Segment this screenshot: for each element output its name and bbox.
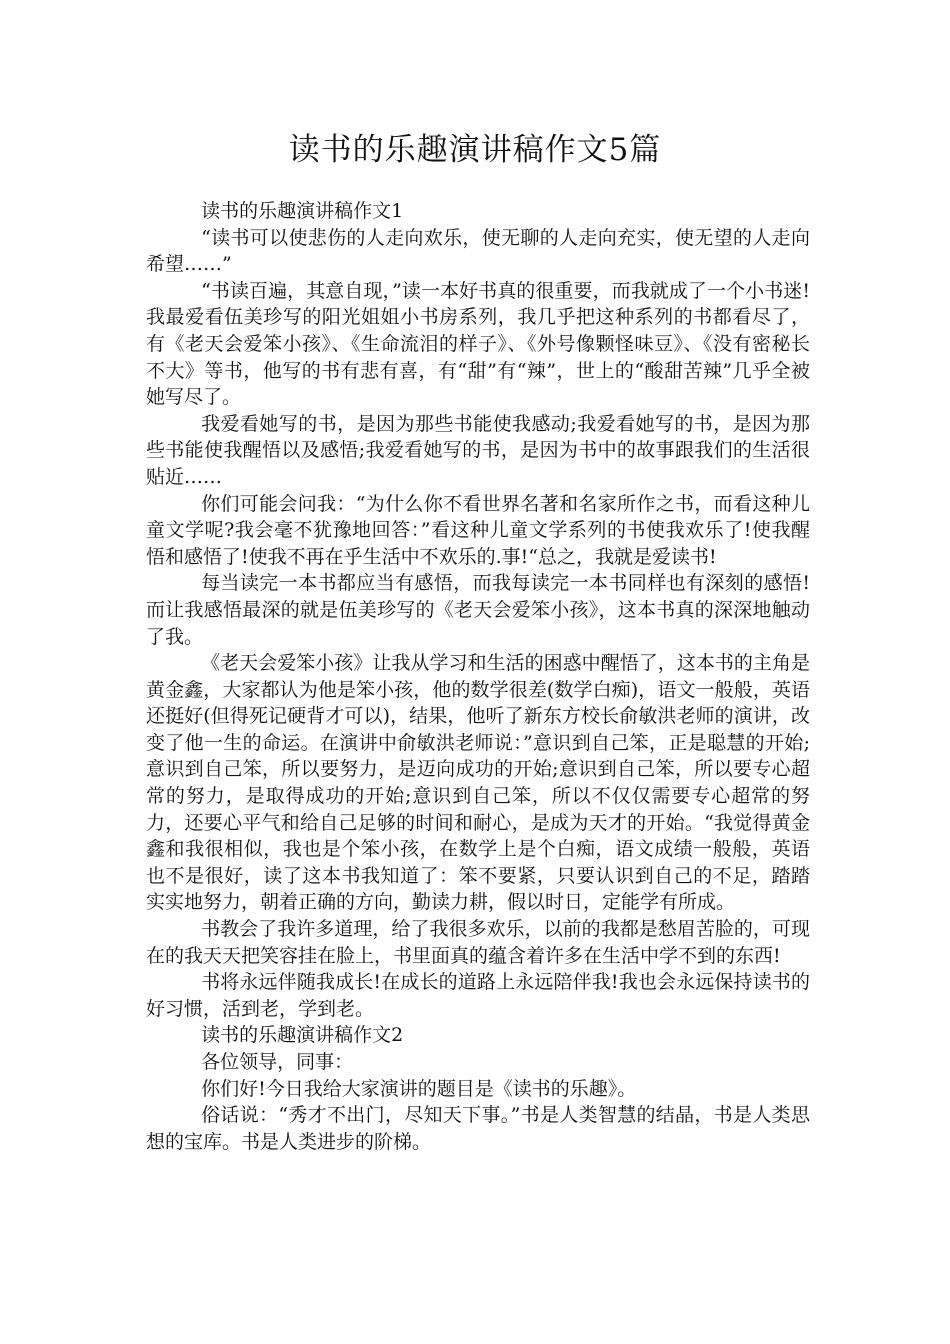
paragraph: 各位领导，同事：	[201, 1051, 354, 1073]
paragraph: 俗话说：“秀才不出门，尽知天下事。”书是人类智慧的结晶，书是人类思想的宝库。书是人类进步的阶梯。	[146, 1104, 810, 1153]
paragraph: 每当读完一本书都应当有感悟，而我每读完一本书同样也有深刻的感悟!而让我感悟最深的就是伍美珍写的《老天会爱笨小孩》，这本书真的深深地触动了我。	[146, 572, 810, 648]
paragraph: 书教会了我许多道理，给了我很多欢乐，以前的我都是愁眉苦脸的，可现在的我天天把笑容挂在脸上，书里面真的蕴含着许多在生活中学不到的东西!	[146, 918, 810, 967]
paragraph: 你们可能会问我：“为什么你不看世界名著和名家所作之书，而看这种儿童文学呢?我会毫不犹豫地回答：”看这种儿童文学系列的书使我欢乐了!使我醒悟和感悟了!使我不再在乎生活中不欢乐的.事!“总之，我就是爱读书!	[146, 492, 810, 568]
paragraph: 我爱看她写的书，是因为那些书能使我感动;我爱看她写的书，是因为那些书能使我醒悟以及感悟;我爱看她写的书，是因为书中的故事跟我们的生活很贴近……	[146, 412, 810, 488]
section-heading-2: 读书的乐趣演讲稿作文2	[201, 1024, 404, 1047]
section-heading-1: 读书的乐趣演讲稿作文1	[201, 200, 404, 222]
paragraph: “书读百遍，其意自现，”读一本好书真的很重要，而我就成了一个小书迷!我最爱看伍美珍写的阳光姐姐小书房系列，我几乎把这种系列的书都看尽了，有《老天会爱笨小孩》、《生命流泪的样子》、《外号像颗怪味豆》、《没有密秘长不大》等书，他写的书有悲有喜，有“甜”有“辣”，世上的“酸甜苦辣”几乎全被她写尽了。	[146, 279, 810, 409]
paragraph: “读书可以使悲伤的人走向欢乐，使无聊的人走向充实，使无望的人走向希望……”	[146, 226, 810, 276]
document-body	[146, 198, 810, 1155]
paragraph: 你们好!今日我给大家演讲的题目是《读书的乐趣》。	[201, 1077, 637, 1100]
paragraph: 《老天会爱笨小孩》让我从学习和生活的困惑中醒悟了，这本书的主角是黄金鑫，大家都认为他是笨小孩，他的数学很差(数学白痴)，语文一般般，英语还挺好(但得死记硬背才可以)，结果，他听了新东方校长俞敏洪老师的演讲，改变了他一生的命运。在演讲中俞敏洪老师说：”意识到自己笨，正是聪慧的开始;意识到自己笨，所以要努力，是迈向成功的开始;意识到自己笨，所以要专心超常的努力，是取得成功的开始;意识到自己笨，所以不仅仅需要专心超常的努力，还要心平气和给自己足够的时间和耐心，是成为天才的开始。“我觉得黄金鑫和我很相似，我也是个笨小孩，在数学上是个白痴，语文成绩一般般，英语也不是很好，读了这本书我知道了：笨不要紧，只要认识到自己的不足，踏踏实实地努力，朝着正确的方向，勤读力耕，假以时日，定能学有所成。	[146, 652, 810, 914]
document-title: 读书的乐趣演讲稿作文5篇	[288, 132, 662, 168]
paragraph: 书将永远伴随我成长!在成长的道路上永远陪伴我!我也会永远保持读书的好习惯，活到老，学到老。	[146, 971, 810, 1020]
